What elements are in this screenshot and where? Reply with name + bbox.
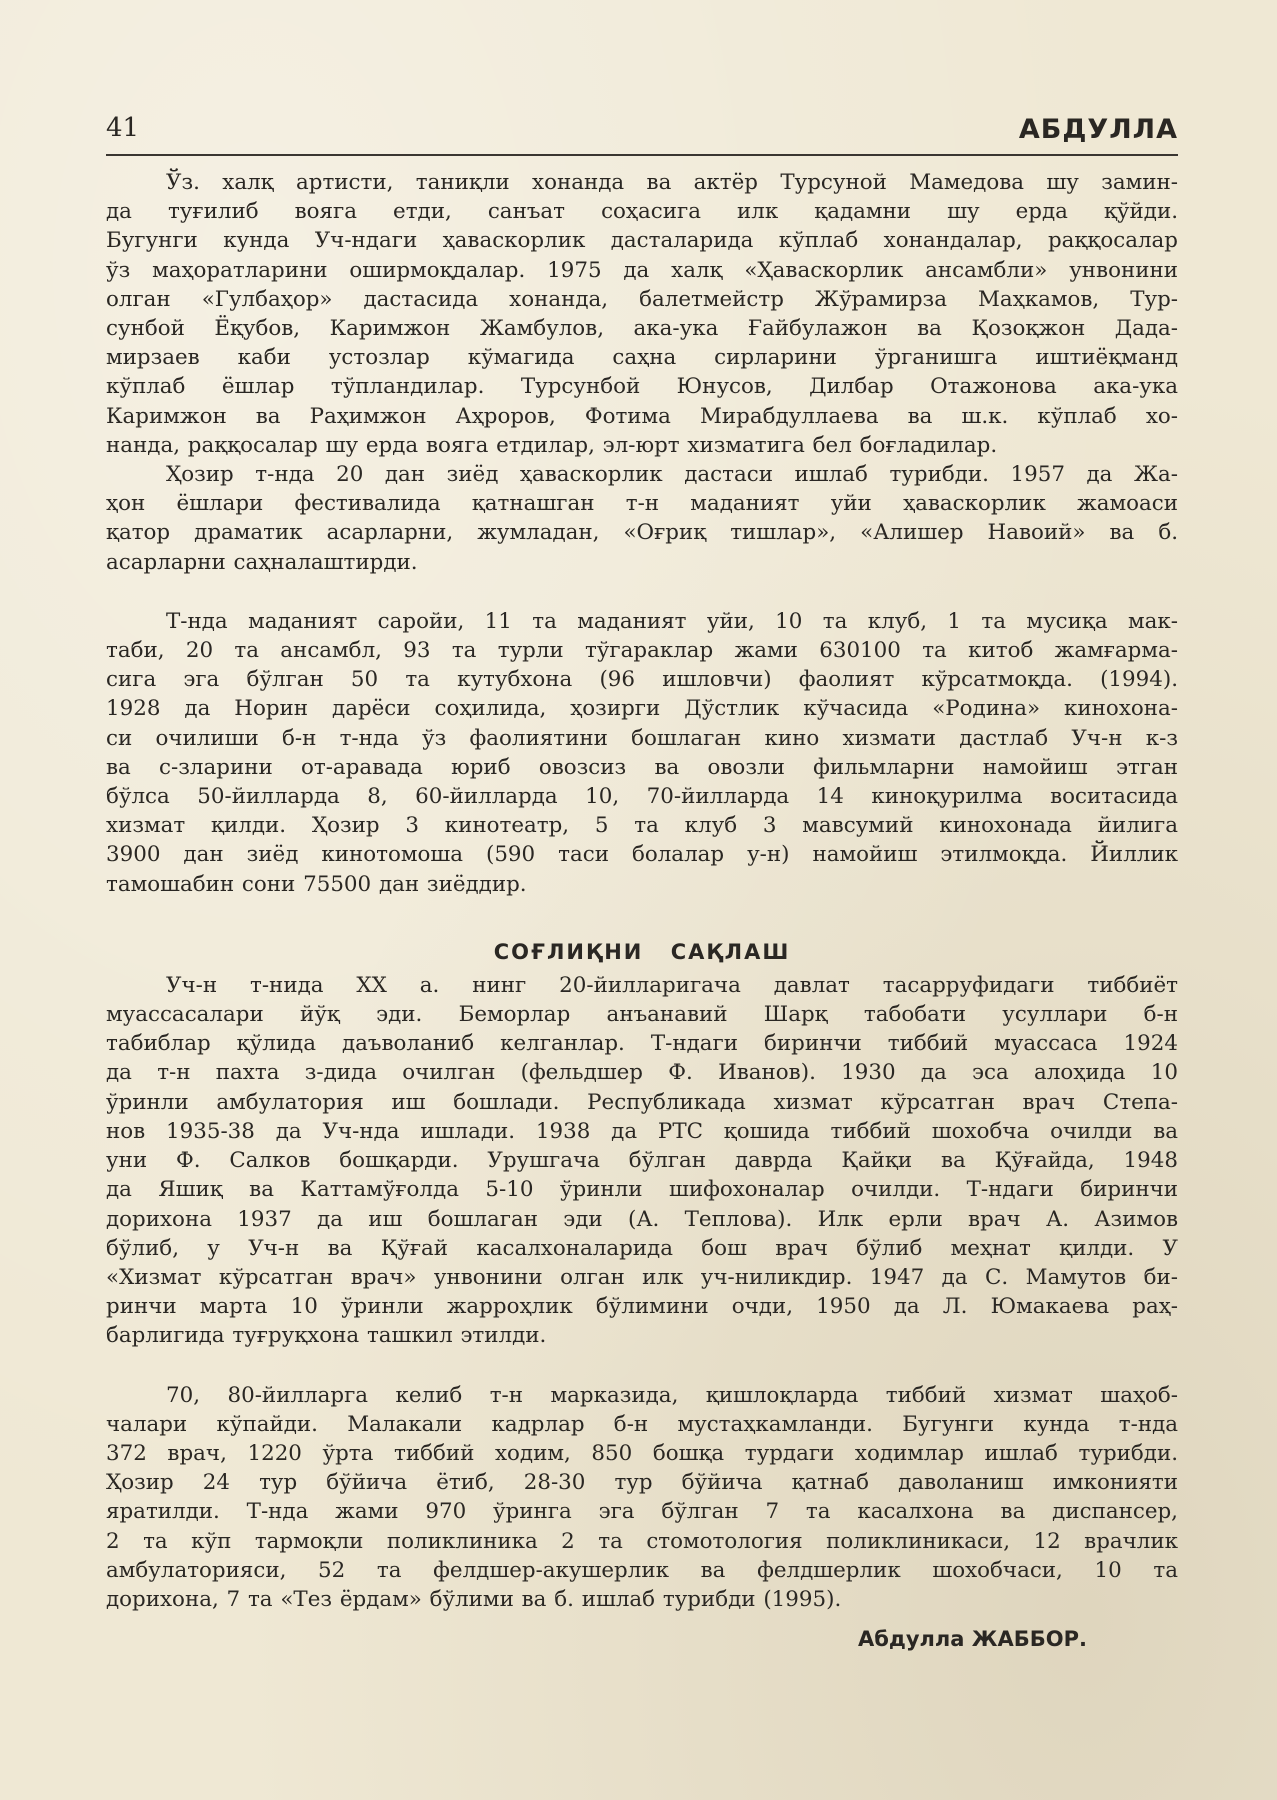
text-line: да туғилиб вояга етди, санъат соҳасига илк қадамни шу ерда қўйди. [106, 199, 1178, 225]
text-line: 70, 80-йилларга келиб т-н марказида, қишлоқларда тиббий хизмат шаҳоб- [166, 1382, 1178, 1408]
text-line: «Хизмат кўрсатган врач» унвонини олган илк уч-ниликдир. 1947 да С. Мамутов би- [106, 1264, 1178, 1290]
text-line: 372 врач, 1220 ўрта тиббий ходим, 850 бошқа турдаги ходимлар ишлаб турибди. [106, 1440, 1178, 1466]
text-line: асарларни саҳналаштирди. [106, 549, 418, 575]
text-line: бўлса 50-йилларда 8, 60-йилларда 10, 70-йилларда 14 киноқурилма воситасида [106, 784, 1178, 810]
text-line: ўринли амбулатория иш бошлади. Республикада хизмат кўрсатган врач Степа- [106, 1089, 1178, 1115]
text-line: ва с-зларини от-аравада юриб овозсиз ва овозли фильмларни намойиш этган [106, 754, 1178, 780]
paragraph-gap [106, 1351, 1178, 1381]
text-line: сига эга бўлган 50 та кутубхона (96 ишловчи) фаолият кўрсатмоқда. (1994). [106, 667, 1178, 693]
text-line: Ҳозир т-нда 20 дан зиёд ҳаваскорлик дастаси ишлаб турибди. 1957 да Жа- [166, 462, 1178, 488]
text-line: барлигида туғруқхона ташкил этилди. [106, 1323, 547, 1349]
text-line: Уч-н т-нида ХХ а. нинг 20-йилларигача давлат тасарруфидаги тиббиёт [166, 972, 1178, 998]
paragraph-gap [106, 577, 1178, 607]
text-line: табиблар қўлида даъволаниб келганлар. Т-ндаги биринчи тиббий муассаса 1924 [106, 1031, 1178, 1057]
text-line: олган «Гулбаҳор» дастасида хонанда, балетмейстр Жўрамирза Маҳкамов, Тур- [106, 286, 1178, 312]
text-line: бўлиб, у Уч-н ва Қўғай касалхоналарида бош врач бўлиб меҳнат қилди. У [106, 1235, 1178, 1261]
text-line: дорихона, 7 та «Тез ёрдам» бўлими ва б. ишлаб турибди (1995). [106, 1586, 842, 1612]
text-line: уни Ф. Салков бошқарди. Урушгача бўлган даврда Қайқи ва Қўғайда, 1948 [106, 1148, 1178, 1174]
section-heading: СОҒЛИҚНИ САҚЛАШ [493, 939, 791, 964]
text-line: муассасалари йўқ эди. Беморлар анъанавий Шарқ табобати усуллари б-н [106, 1002, 1178, 1028]
text-line: Т-нда маданият саройи, 11 та маданият уйи, 10 та клуб, 1 та мусиқа мак- [166, 608, 1178, 634]
paragraph-gap [106, 899, 1178, 929]
text-line: кўплаб ёшлар тўпландилар. Турсунбой Юнусов, Дилбар Отажонова ака-ука [106, 374, 1178, 400]
paragraph-culture-cinema [106, 607, 1178, 899]
paragraph-health-today [106, 1381, 1178, 1615]
text-line: ринчи марта 10 ўринли жарроҳлик бўлимини очди, 1950 да Л. Юмакаева раҳ- [106, 1294, 1178, 1320]
text-line: да Яшиқ ва Каттамўғолда 5-10 ўринли шифохоналар очилди. Т-ндаги биринчи [106, 1177, 1178, 1203]
text-line: Каримжон ва Раҳимжон Аҳроров, Фотима Мирабдуллаева ва ш.к. кўплаб хо- [106, 403, 1178, 429]
author-signature: Абдулла ЖАББОР. [857, 1627, 1087, 1651]
text-line: хизмат қилди. Ҳозир 3 кинотеатр, 5 та клуб 3 мавсумий кинохонада йилига [106, 813, 1178, 839]
paragraph-artists [106, 168, 1178, 460]
text-line: 2 та кўп тармоқли поликлиника 2 та стомотология поликлиникаси, 12 врачлик [106, 1528, 1178, 1554]
article-body [106, 168, 1178, 1614]
text-line: да т-н пахта з-дида очилган (фельдшер Ф. Иванов). 1930 да эса алоҳида 10 [106, 1060, 1178, 1086]
text-line: 1928 да Норин дарёси соҳилида, ҳозирги Дўстлик кўчасида «Родина» кинохона- [106, 696, 1178, 722]
text-line: сунбой Ёқубов, Каримжон Жамбулов, ака-ука Ғайбулажон ва Қозоқжон Дада- [106, 316, 1178, 342]
text-line: ҳон ёшлари фестивалида қатнашган т-н маданият уйи ҳаваскорлик жамоаси [106, 491, 1178, 517]
text-line: Ўз. халқ артисти, таниқли хонанда ва актёр Турсуной Мамедова шу замин- [166, 170, 1178, 195]
paragraph-amateur-groups [106, 460, 1178, 577]
text-line: дорихона 1937 да иш бошлаган эди (А. Теплова). Илк ерли врач А. Азимов [106, 1206, 1178, 1232]
page-header [106, 110, 1178, 156]
paragraph-health-history [106, 971, 1178, 1351]
running-head: АБДУЛЛА [1018, 114, 1178, 145]
text-line: таби, 20 та ансамбл, 93 та турли тўгараклар жами 630100 та китоб жамғарма- [106, 638, 1178, 664]
text-line: Ҳозир 24 тур бўйича ётиб, 28-30 тур бўйича қатнаб даволаниш имконияти [106, 1470, 1178, 1496]
text-line: нанда, раққосалар шу ерда вояга етдилар, эл-юрт хизматига бел боғладилар. [106, 432, 998, 458]
text-line: тамошабин сони 75500 дан зиёддир. [106, 871, 527, 897]
text-line: ўз маҳоратларини оширмоқдалар. 1975 да халқ «Ҳаваскорлик ансамбли» унвонини [106, 257, 1178, 283]
page-number: 41 [106, 113, 140, 143]
text-line: си очилиши б-н т-нда ўз фаолиятини бошлаган кино хизмати дастлаб Уч-н к-з [106, 725, 1178, 751]
text-line: мирзаев каби устозлар кўмагида саҳна сирларини ўрганишга иштиёқманд [106, 345, 1178, 371]
text-line: чалари кўпайди. Малакали кадрлар б-н мустаҳкамланди. Бугунги кунда т-нда [106, 1411, 1178, 1437]
text-line: Бугунги кунда Уч-ндаги ҳаваскорлик дасталарида кўплаб хонандалар, раққосалар [106, 228, 1178, 254]
text-line: қатор драматик асарларни, жумладан, «Оғриқ тишлар», «Алишер Навоий» ва б. [106, 520, 1178, 546]
text-line: яратилди. Т-нда жами 970 ўринга эга бўлган 7 та касалхона ва диспансер, [106, 1499, 1178, 1525]
text-line: амбулаторияси, 52 та фелдшер-акушерлик ва фелдшерлик шохобчаси, 10 та [106, 1557, 1178, 1583]
text-line: 3900 дан зиёд кинотомоша (590 таси болалар у-н) намойиш этилмоқда. Йиллик [106, 842, 1178, 868]
text-line: нов 1935-38 да Уч-нда ишлади. 1938 да РТС қошида тиббий шохобча очилди ва [106, 1118, 1178, 1144]
